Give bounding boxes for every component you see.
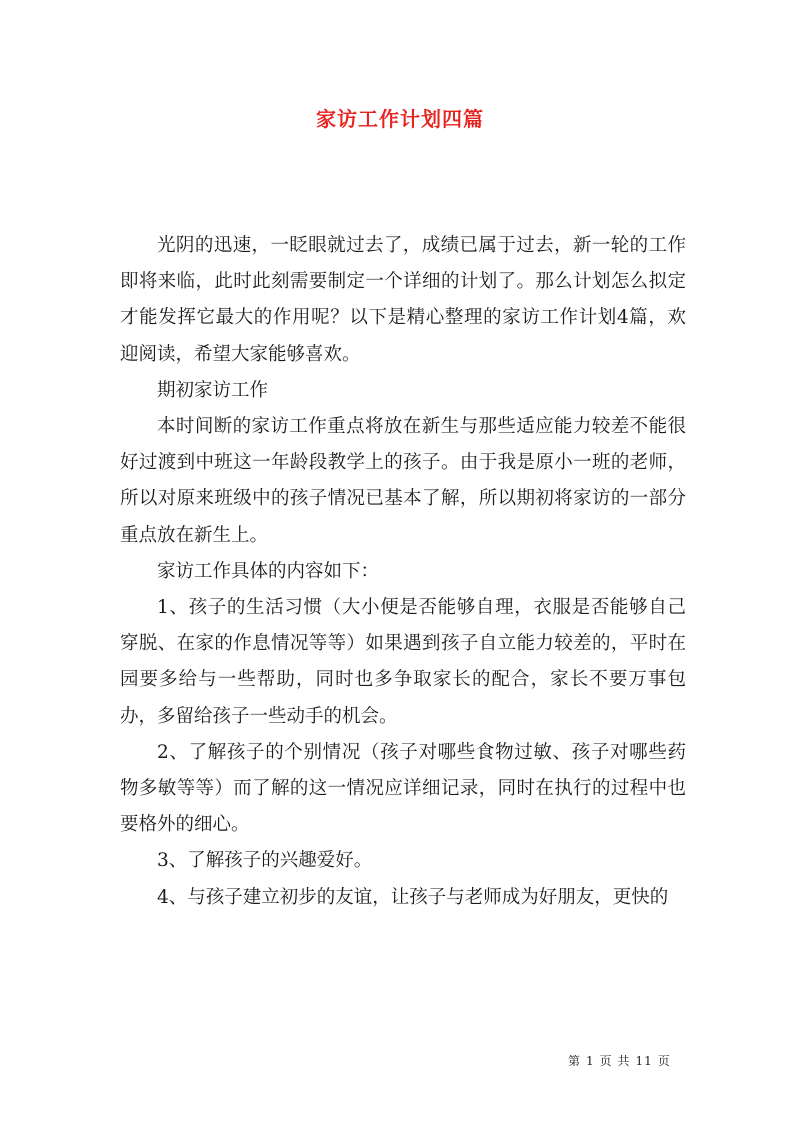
- section-heading: 期初家访工作: [157, 379, 269, 401]
- footer-mid: 页 共: [599, 1054, 631, 1068]
- paragraph-intro: 光阴的迅速，一眨眼就过去了，成绩已属于过去，新一轮的工作即将来临，此时此刻需要制定一个详细的计划了。那么计划怎么拟定才能发挥它最大的作用呢？以下是精心整理的家访工作计划4篇，欢迎阅读，希望大家能够喜欢。: [120, 235, 686, 365]
- paragraph: 本时间断的家访工作重点将放在新生与那些适应能力较差不能很好过渡到中班这一年龄段教学上的孩子。由于我是原小一班的老师，所以对原来班级中的孩子情况已基本了解，所以期初将家访的一部分重点放在新生上。: [120, 416, 686, 546]
- document-body: [120, 228, 686, 916]
- current-page-number: 1: [586, 1054, 595, 1068]
- list-item: 3、了解孩子的兴趣爱好。: [157, 850, 373, 872]
- footer-prefix: 第: [568, 1054, 582, 1068]
- footer-suffix: 页: [657, 1054, 671, 1068]
- list-item: 1、孩子的生活习惯（大小便是否能够自理，衣服是否能够自己穿脱、在家的作息情况等等）如果遇到孩子自立能力较差的，平时在园要多给与一些帮助，同时也多争取家长的配合，家长不要万事包办，多留给孩子一些动手的机会。: [120, 597, 686, 727]
- paragraph: 家访工作具体的内容如下：: [157, 560, 380, 582]
- total-pages-number: 11: [635, 1054, 653, 1068]
- page-footer: [568, 1052, 676, 1069]
- list-item: 2、了解孩子的个别情况（孩子对哪些食物过敏、孩子对哪些药物多敏等等）而了解的这一情况应详细记录，同时在执行的过程中也要格外的细心。: [120, 741, 686, 836]
- list-item: 4、与孩子建立初步的友谊，让孩子与老师成为好朋友，更快的: [157, 886, 669, 908]
- document-title: 家访工作计划四篇: [316, 107, 484, 131]
